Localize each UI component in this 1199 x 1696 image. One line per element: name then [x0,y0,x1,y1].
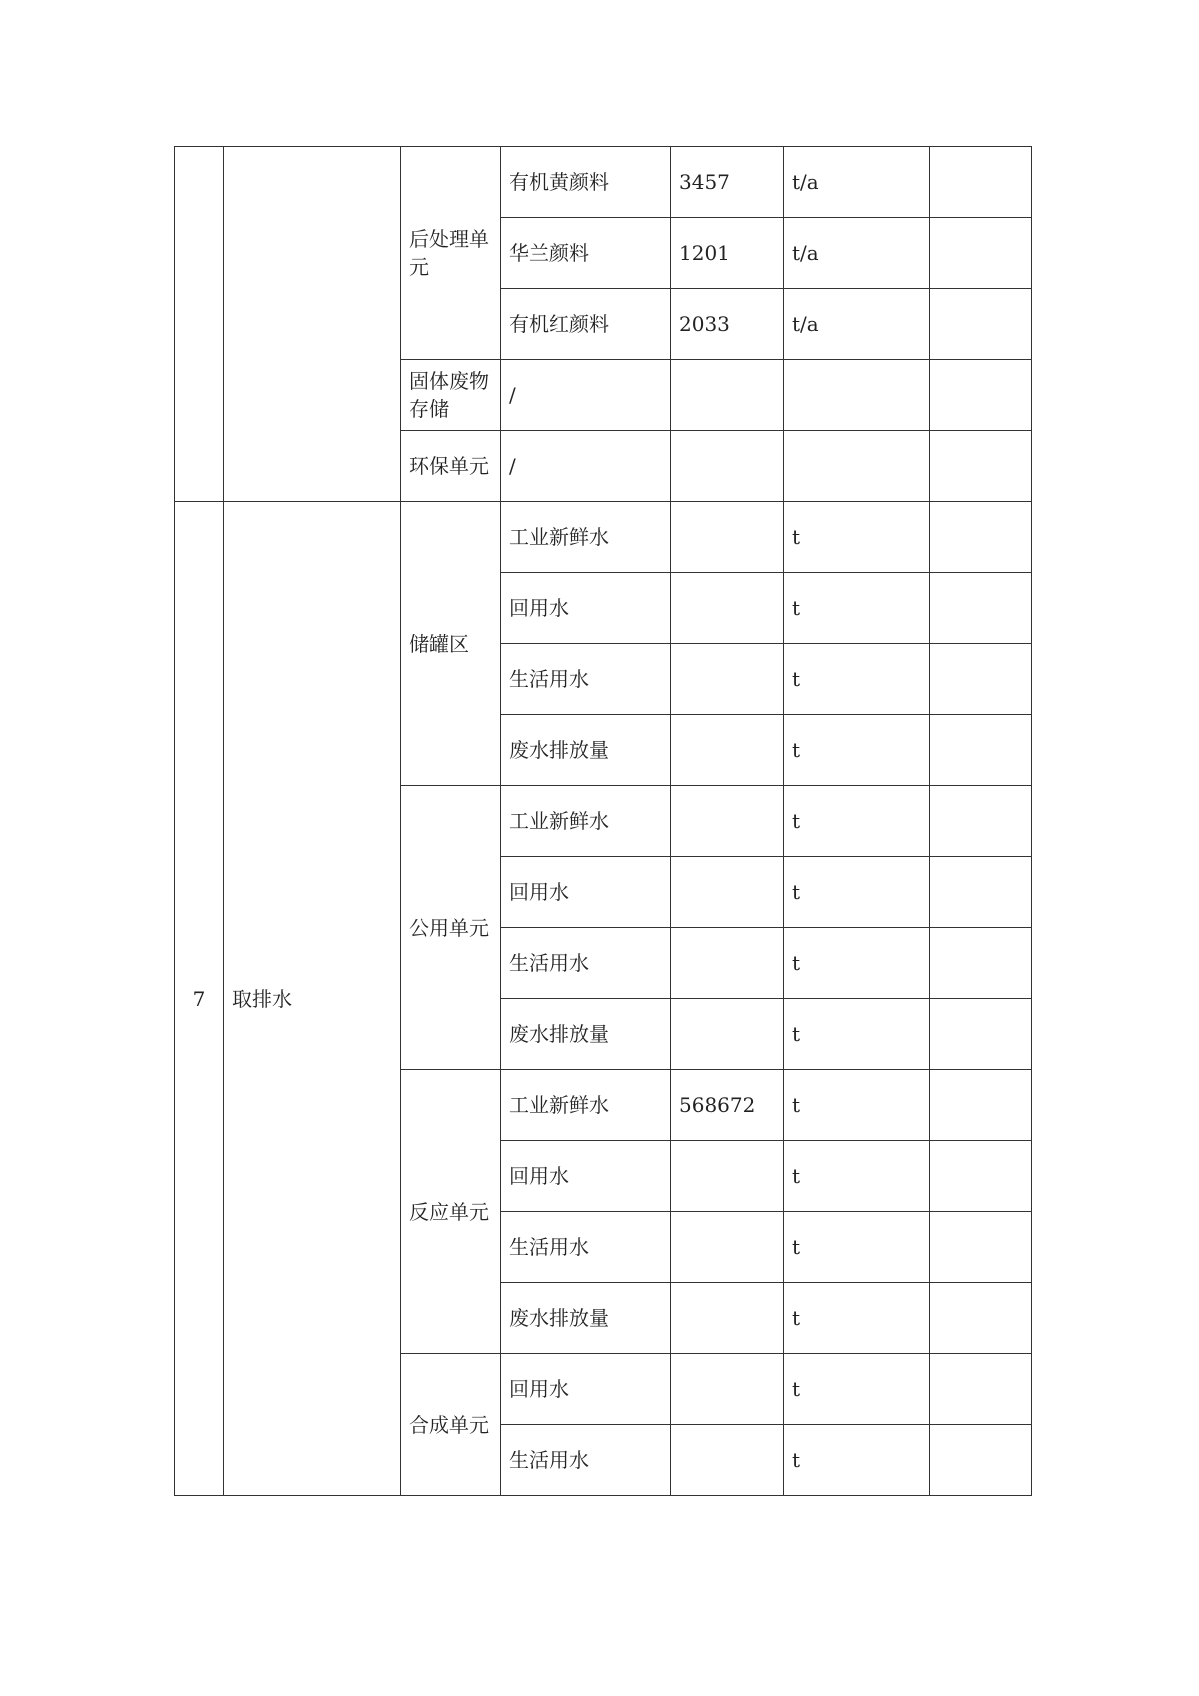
unit-of-measure-cell: t [784,857,930,928]
unit-of-measure-cell: t [784,1283,930,1354]
unit-name-cell: 合成单元 [401,1354,501,1496]
unit-of-measure-cell: t [784,1425,930,1496]
remark-cell [930,573,1032,644]
quantity-cell: 568672 [671,1070,784,1141]
quantity-cell [671,431,784,502]
unit-of-measure-cell: t [784,1212,930,1283]
unit-of-measure-cell: t [784,1141,930,1212]
unit-of-measure-cell: t [784,999,930,1070]
item-name-cell: 生活用水 [501,1425,671,1496]
remark-cell [930,715,1032,786]
unit-of-measure-cell: t [784,786,930,857]
unit-name-cell: 环保单元 [401,431,501,502]
remark-cell [930,786,1032,857]
remark-cell [930,928,1032,999]
data-table [174,146,1032,1496]
item-name-cell: 废水排放量 [501,999,671,1070]
quantity-cell: 2033 [671,289,784,360]
unit-name-cell: 公用单元 [401,786,501,1070]
quantity-cell [671,1354,784,1425]
table-body [175,147,1032,1496]
remark-cell [930,1070,1032,1141]
unit-of-measure-cell: t [784,1070,930,1141]
remark-cell [930,431,1032,502]
remark-cell [930,289,1032,360]
item-name-cell: 有机黄颜料 [501,147,671,218]
item-name-cell: / [501,431,671,502]
unit-of-measure-cell: t [784,573,930,644]
item-name-cell: 工业新鲜水 [501,1070,671,1141]
unit-name-cell: 储罐区 [401,502,501,786]
remark-cell [930,1212,1032,1283]
remark-cell [930,857,1032,928]
remark-cell [930,1141,1032,1212]
remark-cell [930,502,1032,573]
remark-cell [930,999,1032,1070]
quantity-cell [671,644,784,715]
unit-name-cell: 固体废物存储 [401,360,501,431]
unit-of-measure-cell: t [784,502,930,573]
remark-cell [930,1283,1032,1354]
sequence-number-cell [175,147,224,502]
remark-cell [930,1425,1032,1496]
quantity-cell [671,1141,784,1212]
unit-name-cell: 后处理单元 [401,147,501,360]
quantity-cell: 1201 [671,218,784,289]
unit-of-measure-cell: t/a [784,289,930,360]
remark-cell [930,644,1032,715]
item-name-cell: 华兰颜料 [501,218,671,289]
unit-of-measure-cell [784,360,930,431]
unit-of-measure-cell: t/a [784,147,930,218]
table-row [175,502,1032,573]
quantity-cell [671,1212,784,1283]
item-name-cell: 生活用水 [501,1212,671,1283]
quantity-cell [671,360,784,431]
item-name-cell: 有机红颜料 [501,289,671,360]
item-name-cell: 废水排放量 [501,715,671,786]
unit-of-measure-cell: t [784,928,930,999]
item-name-cell: 工业新鲜水 [501,502,671,573]
remark-cell [930,147,1032,218]
quantity-cell [671,928,784,999]
unit-of-measure-cell [784,431,930,502]
unit-of-measure-cell: t [784,715,930,786]
item-name-cell: 回用水 [501,1141,671,1212]
item-name-cell: 生活用水 [501,928,671,999]
quantity-cell [671,999,784,1070]
unit-name-cell: 反应单元 [401,1070,501,1354]
quantity-cell [671,573,784,644]
remark-cell [930,360,1032,431]
table-row [175,147,1032,218]
item-name-cell: 回用水 [501,573,671,644]
sequence-number-cell: 7 [175,502,224,1496]
unit-of-measure-cell: t [784,1354,930,1425]
quantity-cell: 3457 [671,147,784,218]
quantity-cell [671,786,784,857]
unit-of-measure-cell: t/a [784,218,930,289]
quantity-cell [671,1283,784,1354]
quantity-cell [671,1425,784,1496]
item-name-cell: / [501,360,671,431]
remark-cell [930,1354,1032,1425]
remark-cell [930,218,1032,289]
item-name-cell: 回用水 [501,857,671,928]
category-cell [224,147,401,502]
category-cell: 取排水 [224,502,401,1496]
item-name-cell: 工业新鲜水 [501,786,671,857]
item-name-cell: 回用水 [501,1354,671,1425]
quantity-cell [671,502,784,573]
quantity-cell [671,857,784,928]
unit-of-measure-cell: t [784,644,930,715]
quantity-cell [671,715,784,786]
item-name-cell: 废水排放量 [501,1283,671,1354]
item-name-cell: 生活用水 [501,644,671,715]
